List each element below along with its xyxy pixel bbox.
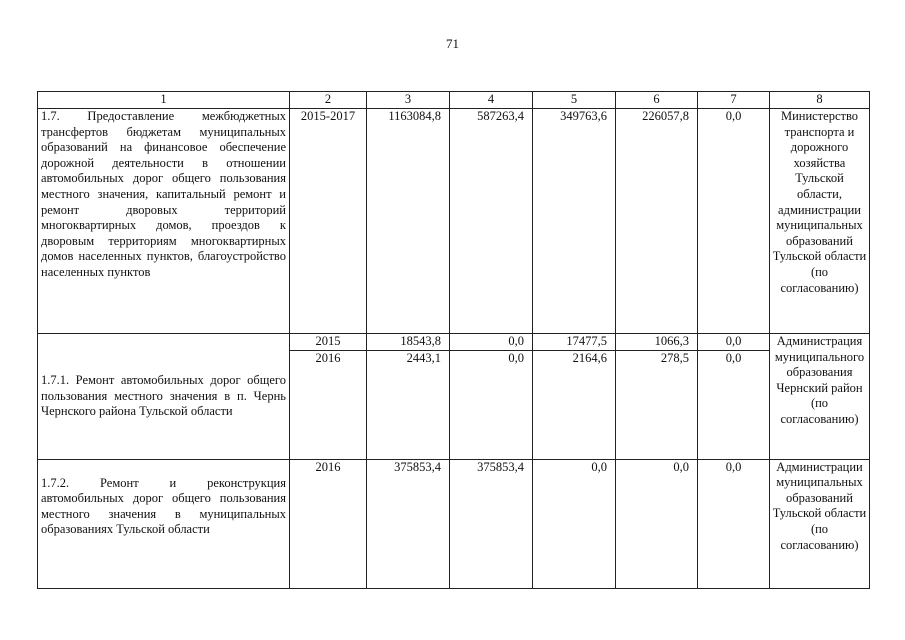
column-header: 3 (367, 92, 450, 109)
row-value-4: 0,0 (450, 334, 533, 351)
row-value-4: 0,0 (450, 350, 533, 459)
row-value-7: 0,0 (698, 109, 770, 334)
row-value-5: 0,0 (533, 459, 616, 588)
row-executor: Администрация муниципального образования Чернский район (по согласованию) (770, 334, 870, 460)
row-value-3: 18543,8 (367, 334, 450, 351)
program-table (37, 91, 870, 589)
row-period: 2016 (290, 459, 367, 588)
column-header: 6 (616, 92, 698, 109)
row-executor: Министерство транспорта и дорожного хозяйства Тульской области, администрации муниципальных образований Тульской области (по согласованию) (770, 109, 870, 334)
row-value-6: 278,5 (616, 350, 698, 459)
row-value-5: 2164,6 (533, 350, 616, 459)
row-description: 1.7.1. Ремонт автомобильных дорог общего пользования местного значения в п. Чернь Чернского района Тульской области (38, 334, 290, 460)
column-header-row (38, 92, 870, 109)
row-period: 2016 (290, 350, 367, 459)
row-value-6: 0,0 (616, 459, 698, 588)
row-value-4: 587263,4 (450, 109, 533, 334)
row-value-4: 375853,4 (450, 459, 533, 588)
column-header: 8 (770, 92, 870, 109)
row-value-3: 2443,1 (367, 350, 450, 459)
row-value-5: 349763,6 (533, 109, 616, 334)
row-executor: Администрации муниципальных образований Тульской области (по согласованию) (770, 459, 870, 588)
row-value-6: 1066,3 (616, 334, 698, 351)
row-description: 1.7.2. Ремонт и реконструкция автомобильных дорог общего пользования местного значения в муниципальных образованиях Тульской области (38, 459, 290, 588)
column-header: 1 (38, 92, 290, 109)
page-number: 71 (446, 36, 459, 51)
row-value-7: 0,0 (698, 459, 770, 588)
row-value-7: 0,0 (698, 350, 770, 459)
row-description: 1.7. Предоставление межбюджетных трансфертов бюджетам муниципальных образований на финансовое обеспечение дорожной деятельности в отношении автомобильных дорог общего пользования местного значения, капитальный ремонт и ремонт дворовых территорий многоквартирных домов, проездов к дворовым территориям многоквартирных домов населенных пунктов, благоустройство населенных пунктов (38, 109, 290, 334)
column-header: 2 (290, 92, 367, 109)
row-value-3: 1163084,8 (367, 109, 450, 334)
row-period: 2015-2017 (290, 109, 367, 334)
table-row (38, 459, 870, 588)
row-period: 2015 (290, 334, 367, 351)
row-value-7: 0,0 (698, 334, 770, 351)
column-header: 5 (533, 92, 616, 109)
column-header: 7 (698, 92, 770, 109)
column-header: 4 (450, 92, 533, 109)
table-row (38, 109, 870, 334)
table-row (38, 334, 870, 351)
row-value-6: 226057,8 (616, 109, 698, 334)
row-value-5: 17477,5 (533, 334, 616, 351)
row-value-3: 375853,4 (367, 459, 450, 588)
